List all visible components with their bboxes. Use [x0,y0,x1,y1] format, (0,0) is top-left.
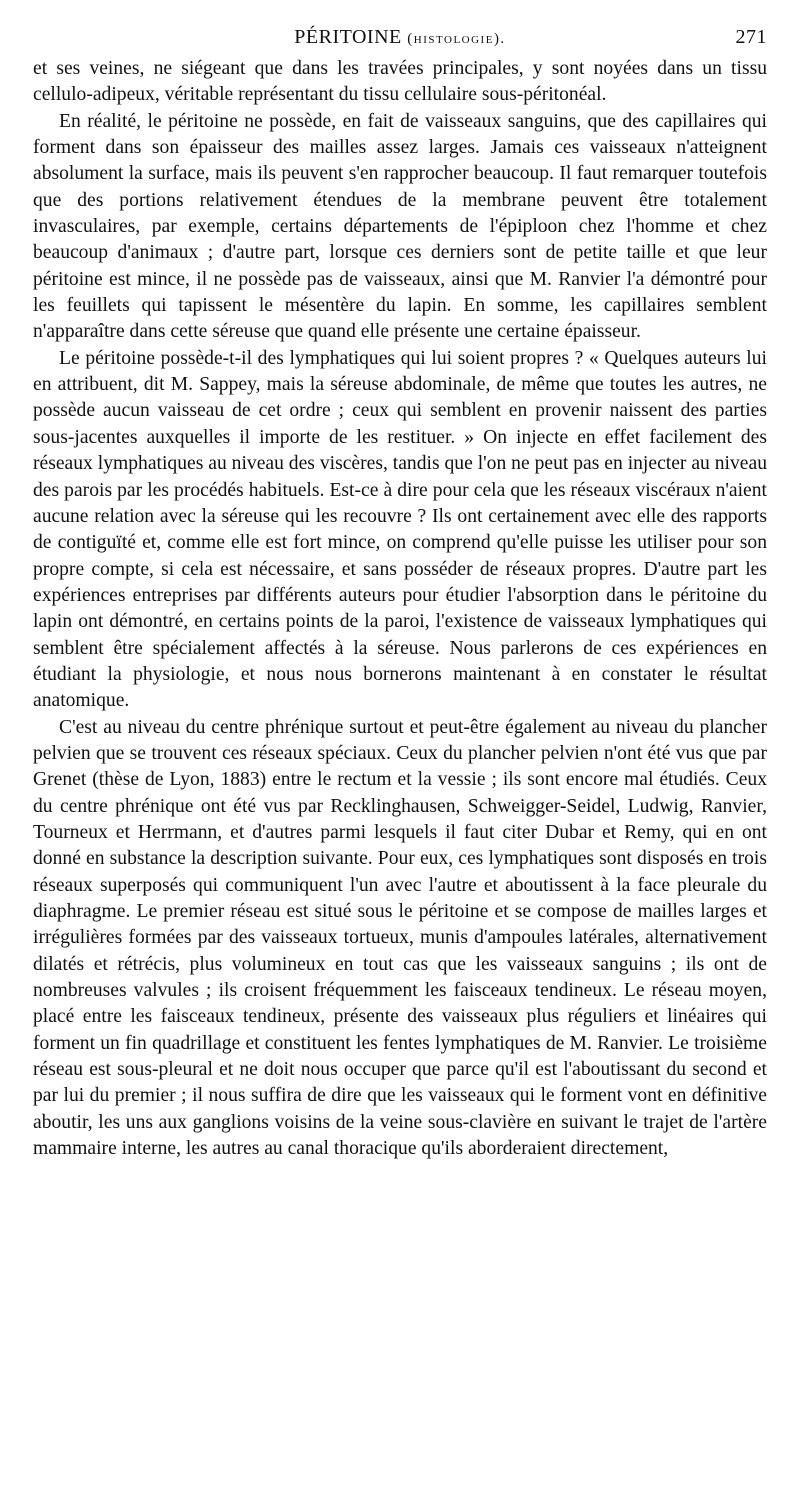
running-head-title-sub: (histologie). [407,31,506,47]
running-head-title [33,26,767,49]
running-head-title-main: PÉRITOINE [294,26,402,48]
document-page [33,26,767,1162]
paragraph-phrenic-center: C'est au niveau du centre phrénique surtout et peut-être également au niveau du plancher pelvien que se trouvent ces réseaux spéciaux. Ceux du plancher pelvien n'ont été vus que par Grenet (thèse de Lyon, 1883) entre le rectum et la vessie ; ils sont encore mal étudiés. Ceux du centre phrénique ont été vus par Recklinghausen, Schweigger-Seidel, Ludwig, Ranvier, Tourneux et Herrmann, et d'autres parmi lesquels il faut citer Dubar et Remy, qui en ont donné en substance la description suivante. Pour eux, ces lymphatiques sont disposés en trois réseaux superposés qui communiquent l'un avec l'autre et aboutissent à la face pleurale du diaphragme. Le premier réseau est situé sous le péritoine et se compose de mailles larges et irrégulières formées par des vaisseaux tortueux, munis d'ampoules latérales, alternativement dilatés et rétrécis, plus volumineux en tout cas que les vaisseaux sanguins ; ils ont de nombreuses valvules ; ils croisent fréquemment les faisceaux tendineux. Le réseau moyen, placé entre les faisceaux tendineux, présente des vaisseaux plus réguliers et linéaires qui forment un fin quadrillage et constituent les fentes lymphatiques de M. Ranvier. Le troisième réseau est sous-pleural et ne doit nous occuper que parce qu'il est l'aboutissant du second et par lui du premier ; il nous suffira de dire que les vaisseaux qui le forment vont en définitive aboutir, les uns aux ganglions voisins de la veine sous-clavière en suivant le trajet de l'artère mammaire interne, les autres au canal thoracique qu'ils aborderaient directement, [33,716,767,1160]
paragraph-lymphatics: Le péritoine possède-t-il des lymphatiques qui lui soient propres ? « Quelques auteurs lui en attribuent, dit M. Sappey, mais la séreuse abdominale, de même que toutes les autres, ne possède aucun vaisseau de cet ordre ; ceux qui semblent en provenir naissent des parties sous-jacentes auxquelles il importe de les restituer. » On injecte en effet facilement des réseaux lymphatiques au niveau des viscères, tandis que l'on ne peut pas en injecter au niveau des parois par les procédés habituels. Est-ce à dire pour cela que les réseaux viscéraux n'aient aucune relation avec la séreuse qui les recouvre ? Ils ont certainement avec elle des rapports de contiguïté et, comme elle est fort mince, on comprend qu'elle puisse les utiliser pour son propre compte, si cela est nécessaire, et sans posséder de réseaux propres. D'autre part les expériences entreprises par différents auteurs pour étudier l'absorption dans le péritoine du lapin ont démontré, en certains points de la paroi, l'existence de vaisseaux lymphatiques qui semblent être spécialement affectés à la séreuse. Nous parlerons de ces expériences en étudiant la physiologie, et nous nous bornerons maintenant à en constater le résultat anatomique. [33,347,767,712]
paragraph-continuation: et ses veines, ne siégeant que dans les travées principales, y sont noyées dans un tissu cellulo-adipeux, véritable représentant du tissu cellulaire sous-péritonéal. [33,58,767,106]
body-text [33,56,767,1162]
page-number: 271 [735,26,767,48]
running-head [33,26,767,56]
paragraph-capillaries: En réalité, le péritoine ne possède, en fait de vaisseaux sanguins, que des capillaires qui forment dans son épaisseur des mailles assez larges. Jamais ces vaisseaux n'atteignent absolument la surface, mais ils peuvent s'en rapprocher beaucoup. Il faut remarquer toutefois que des portions relativement étendues de la membrane peuvent être totalement invasculaires, par exemple, certains départements de l'épiploon chez l'homme et chez beaucoup d'animaux ; d'autre part, lorsque ces derniers sont de petite taille et que leur péritoine est mince, il ne possède pas de vaisseaux, ainsi que M. Ranvier l'a démontré pour les feuillets qui tapissent le mésentère du lapin. En somme, les capillaires semblent n'apparaître dans cette séreuse que quand elle présente une certaine épaisseur. [33,110,767,343]
